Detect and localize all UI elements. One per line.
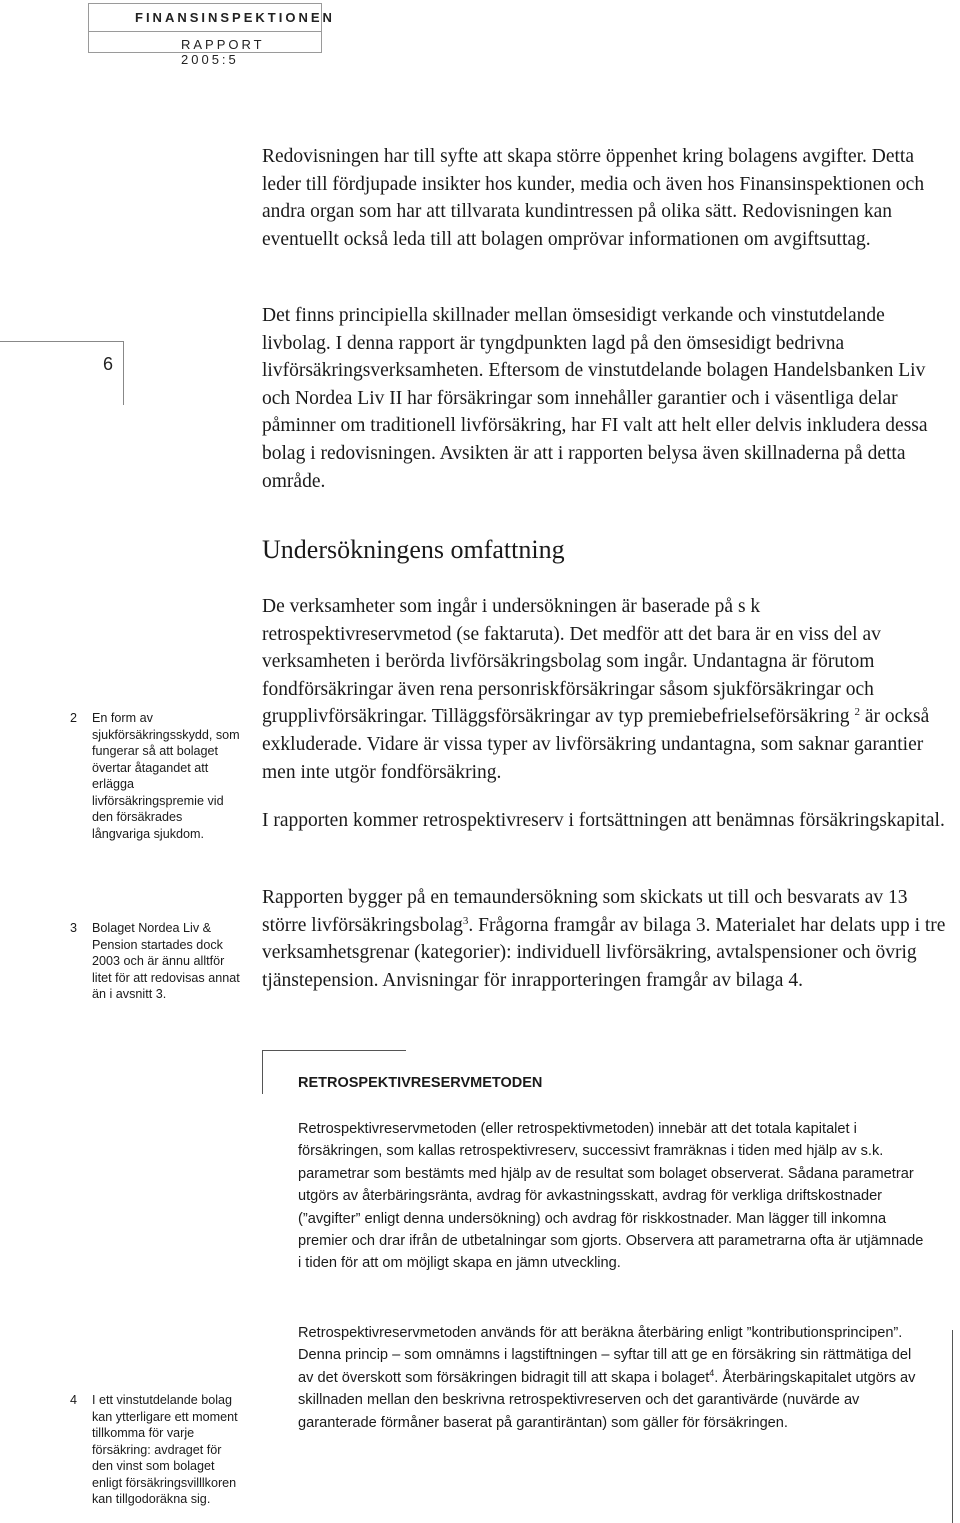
- section-p1-text-a: De verksamheter som ingår i undersökningen är baserade på s k retrospektivreservmetod (se faktaruta). Det medför att det bara är en viss del av verksamheten i berörda livförsäkringsbolag som ingår. Undantagna är förutom fondförsäkringar även rena personriskförsäkringar såsom sjukförsäkringar och grupplivförsäkringar. Tilläggsförsäkringar av typ premiebefrielseförsäkring: [262, 596, 881, 728]
- header-divider: [89, 31, 321, 32]
- footnote-ref-2: 2: [854, 706, 860, 719]
- header-org: FINANSINSPEKTIONEN: [135, 10, 335, 25]
- page-number: 6: [103, 354, 114, 374]
- footnote-number: 2: [70, 711, 78, 725]
- section-paragraph-2: [262, 807, 952, 835]
- section-paragraph-3: [262, 884, 952, 994]
- footnote-ref-3: 3: [462, 914, 469, 927]
- factbox-left-rule: [262, 1050, 263, 1094]
- factbox-p2-text-b: . Återbäringskapitalet utgörs av skillnaden mellan den beskrivna retrospektivreserven och det garantivärde (nuvärde av garanterade förmåner baserat på garantiräntan) som gäller för försäkringen.: [298, 1369, 916, 1431]
- factbox-title: RETROSPEKTIVRESERVMETODEN: [298, 1075, 543, 1091]
- footnote-text: I ett vinstutdelande bolag kan ytterligare ett moment tillkomma för varje försäkring: avdraget för den vinst som bolaget enligt försäkringsvilllkoren kan tillgodoräkna sig.: [92, 1393, 238, 1506]
- intro-p2-text: Det finns principiella skillnader mellan ömsesidigt verkande och vinstutdelande livbolag. I denna rapport är tyngdpunkten lagd på den ömsesidigt bedrivna livförsäkringsverksamheten. Eftersom de vinstutdelande bolagen Handelsbanken Liv och Nordea Liv II har försäkringar som innehåller garantier och i väsentliga delar påminner om traditionell livförsäkring, har FI valt att helt eller delvis inkludera dessa bolag i redovisningen. Avsikten är att i rapporten belysa även skillnaderna på detta område.: [262, 305, 928, 492]
- page-marker-rule: [0, 341, 124, 342]
- footnote-text: Bolaget Nordea Liv & Pension startades dock 2003 och är ännu alltför litet för att redovisas annat än i avsnitt 3.: [92, 921, 240, 1001]
- factbox-paragraph-2: [298, 1322, 928, 1434]
- section-p3-text-b: . Frågorna framgår av bilaga 3. Materialet har delats upp i tre verksamhetsgrenar (kategorier): individuell livförsäkring, avtalspensioner och övrig tjänstepension. Anvisningar för inrapporteringen framgår av bilaga 4.: [262, 914, 946, 991]
- page-marker-tick: [123, 341, 124, 405]
- section-p3-text-a: Rapporten bygger på en temaundersökning som skickats ut till och besvarats av 13 större livförsäkringsbolag: [262, 887, 908, 936]
- footnote-ref-4: 4: [709, 1367, 715, 1378]
- factbox-p2-text-a: Retrospektivreservmetoden används för att beräkna återbäring enligt ”kontributionsprincipen”. Denna princip – som omnämns i lagstiftningen – syftar till att ge en försäkring sin rättmätiga del av det överskott som försäkringen bidragit till att skapa i bolaget: [298, 1325, 912, 1386]
- running-header: [88, 3, 335, 67]
- factbox-p1-text: Retrospektivreservmetoden (eller retrospektivmetoden) innebär att det totala kapitalet i försäkringen, som kallas retrospektivreserv, successivt framräknas i tiden med hjälp av s.k. parametrar som bestämts med hjälp av de resultat som bolaget observerat. Sådana parametrar utgörs av återbäringsränta, avdrag för avkastningsskatt, avdrag för verkliga driftskostnader (”avgifter” enligt denna undersökning) och avdrag för riskkostnader. Man lägger till inkomna premier och drar ifrån de utbetalningar som gjorts. Observera att parametrarna ofta är utjämnade i tiden för att om möjligt skapa en jämn utveckling.: [298, 1121, 924, 1272]
- footnote-number: 3: [70, 921, 78, 935]
- footnote-number: 4: [70, 1393, 78, 1407]
- factbox-right-rule: [952, 1330, 953, 1523]
- section-p1-text-b: är också exkluderade. Vidare är vissa typer av livförsäkring undantagna, som saknar garantier men inte utgör fondförsäkring.: [262, 706, 930, 783]
- intro-paragraph-1: [262, 143, 952, 253]
- section-paragraph-1: [262, 593, 952, 786]
- intro-p1-text: Redovisningen har till syfte att skapa större öppenhet kring bolagens avgifter. Detta leder till fördjupade insikter hos kunder, media och även hos Finansinspektionen och andra organ som har att tillvarata kundintressen på olika sätt. Redovisningen kan eventuellt också leda till att bolagen omprövar informationen om avgiftsuttag.: [262, 146, 925, 250]
- section-heading: Undersökningens omfattning: [262, 535, 565, 564]
- intro-paragraph-2: [262, 302, 952, 495]
- section-p2-text: I rapporten kommer retrospektivreserv i fortsättningen att benämnas försäkringskapital.: [262, 810, 945, 831]
- footnote-text: En form av sjukförsäkringsskydd, som fungerar så att bolaget övertar åtagandet att erlägga livförsäkringspremie vid den försäkrades långvariga sjukdom.: [92, 711, 240, 841]
- factbox-paragraph-1: [298, 1118, 928, 1275]
- header-report: RAPPORT 2005:5: [181, 37, 265, 67]
- factbox-top-rule: [262, 1050, 406, 1051]
